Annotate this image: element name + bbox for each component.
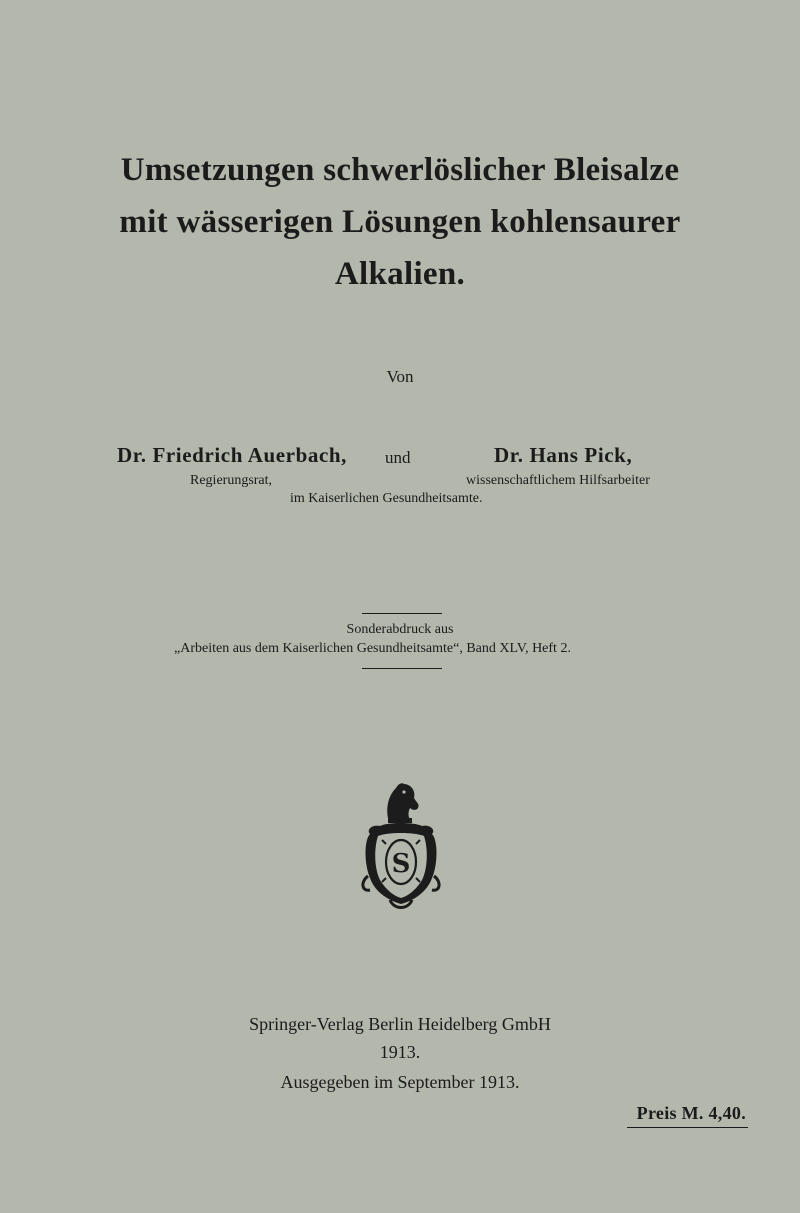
title-line-3: Alkalien.	[334, 256, 466, 292]
author-affiliation: im Kaiserlichen Gesundheitsamte.	[290, 491, 483, 506]
publisher-name: Springer-Verlag Berlin Heidelberg GmbH	[249, 1014, 551, 1034]
divider-top	[362, 613, 442, 614]
reprint-line-2: „Arbeiten aus dem Kaiserlichen Gesundheitsamte“, Band XLV, Heft 2.	[174, 641, 571, 656]
author-2-name: Dr. Hans Pick,	[494, 443, 633, 467]
byline: Von	[386, 367, 414, 386]
title-line-2: mit wässerigen Lösungen kohlensaurer	[119, 204, 681, 240]
svg-text:S: S	[391, 849, 411, 879]
title-line-1: Umsetzungen schwerlöslicher Bleisalze	[120, 152, 680, 188]
price-label: Preis M. 4,40.	[627, 1103, 748, 1128]
author-1-role: Regierungsrat,	[190, 473, 273, 488]
divider-bottom	[362, 668, 442, 669]
issue-date: Ausgegeben im September 1913.	[280, 1072, 520, 1092]
springer-horse-logo-icon	[358, 778, 444, 914]
publication-year: 1913.	[379, 1042, 421, 1062]
reprint-line-1: Sonderabdruck aus	[346, 622, 454, 637]
author-2-role: wissenschaftlichem Hilfsarbeiter	[466, 473, 650, 488]
author-1-name: Dr. Friedrich Auerbach,	[117, 443, 348, 467]
author-conjunction: und	[385, 448, 411, 467]
